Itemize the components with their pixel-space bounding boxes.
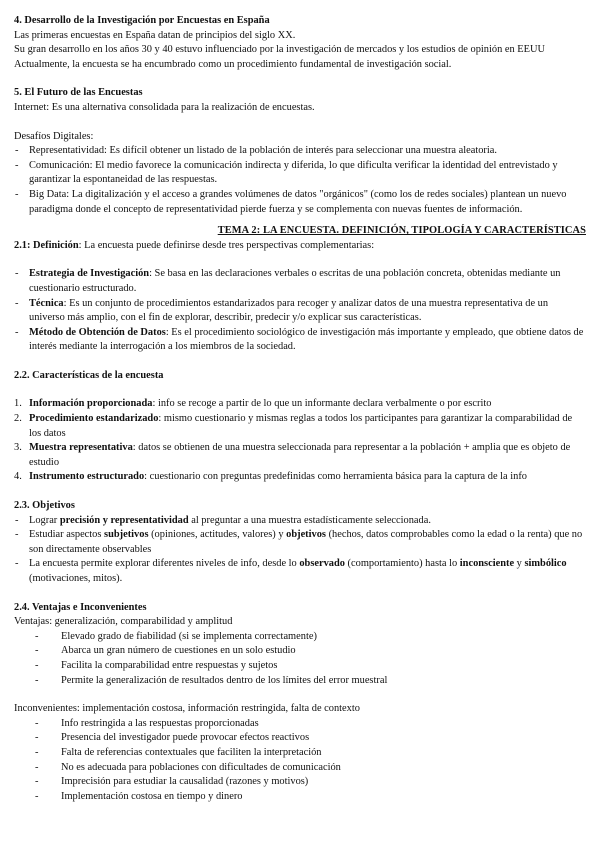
list-item — [14, 326, 586, 355]
definition: : mismo cuestionario y mismas reglas a todos los participantes para garantizar la comparabilidad de los datos — [29, 413, 573, 439]
term: Técnica — [29, 297, 64, 309]
list-item: - Presencia del investigador puede provocar efectos reactivos — [14, 731, 586, 746]
list-item: - Imprecisión para estudiar la causalidad (razones y motivos) — [14, 775, 586, 790]
text-run: La encuesta permite explorar diferentes niveles de info, desde lo — [29, 558, 300, 570]
desafios-list — [14, 144, 586, 217]
paragraph: Actualmente, la encuesta se ha encumbrado como un procedimiento fundamental de investigación social. — [14, 58, 452, 70]
emphasis: objetivos — [286, 529, 326, 541]
text-run: (comportamiento) hasta lo — [344, 558, 460, 570]
definition: : Es un conjunto de procedimientos estandarizados para recoger y analizar datos de una muestra representativa de un universo más amplio, con el fin de explorar, describir, predecir y/o explicar sus características. — [29, 297, 549, 324]
section-2-4-heading: 2.4. Ventajas e Inconvenientes — [14, 601, 147, 613]
emphasis: subjetivos — [104, 529, 149, 541]
paragraph: Las primeras encuestas en España datan de principios del siglo XX. — [14, 29, 296, 41]
definicion-list — [14, 267, 586, 355]
list-item: - Abarca un gran número de cuestiones en un solo estudio — [14, 644, 586, 659]
objetivos-list — [14, 514, 586, 587]
emphasis: precisión y representatividad — [59, 514, 189, 526]
list-item: - Facilita la comparabilidad entre respuestas y sujetos — [14, 659, 586, 674]
list-item — [14, 412, 586, 441]
section-2-2-heading: 2.2. Características de la encuesta — [14, 369, 164, 381]
text-run: Estudiar aspectos — [29, 529, 105, 541]
inconvenientes-list — [14, 717, 586, 805]
list-item — [14, 441, 586, 470]
definition: : Se basa en las declaraciones verbales o escritas de una población concreta, obtenidas mediante un cuestionario estructurado. — [29, 268, 561, 294]
list-item — [14, 470, 586, 485]
term: Procedimiento estandarizado — [29, 413, 159, 425]
text-run: (opiniones, actitudes, valores) y — [148, 529, 287, 541]
definition: : datos se obtienen de una muestra seleccionada para representar a la población + amplia que es objeto de estudio — [29, 442, 571, 468]
item-number: 1. — [14, 398, 22, 410]
list-item: - Falta de referencias contextuales que faciliten la interpretación — [14, 746, 586, 761]
term: Estrategia de Investigación — [29, 268, 150, 280]
section-2-3-heading: 2.3. Objetivos — [14, 500, 75, 512]
section-5-heading: 5. El Futuro de las Encuestas — [14, 87, 143, 99]
list-item — [14, 514, 586, 529]
term: Información proporcionada — [29, 398, 153, 410]
definition: : Es el procedimiento sociológico de investigación más importante y empleado, que obtiene datos de interés mediante la interrogación a los miembros de la sociedad. — [29, 326, 584, 353]
inconvenientes-title: Inconvenientes: implementación costosa, información restringida, falta de contexto — [14, 703, 360, 715]
paragraph: Su gran desarrollo en los años 30 y 40 estuvo influenciado por la investigación de mercados y los estudios de opinión en EEUU — [14, 44, 545, 56]
list-item: - Big Data: La digitalización y el acceso a grandes volúmenes de datos "orgánicos" (como los de redes sociales) plantean un nuevo paradigma donde el concepto de representatividad pierde fuerza y se complementa con nuevas fuentes de información. — [14, 188, 586, 217]
emphasis: simbólico — [524, 558, 567, 570]
tema-2-title: TEMA 2: LA ENCUESTA. DEFINICIÓN, TIPOLOGÍA Y CARACTERÍSTICAS — [217, 225, 586, 237]
list-item: - Implementación costosa en tiempo y dinero — [14, 790, 586, 805]
definicion-text: : La encuesta puede definirse desde tres perspectivas complementarias: — [78, 239, 375, 251]
caracteristicas-list — [14, 397, 586, 485]
list-item: - Comunicación: El medio favorece la comunicación indirecta y diferida, lo que dificulta verificar la identidad del entrevistado y garantizar la espontaneidad de las respuestas. — [14, 159, 586, 188]
item-number: 3. — [14, 442, 22, 454]
emphasis: observado — [299, 558, 345, 570]
ventajas-list — [14, 630, 586, 688]
definition: : cuestionario con preguntas predefinidas como herramienta básica para la captura de la info — [144, 471, 528, 483]
definicion-intro — [14, 239, 586, 254]
term: Instrumento estructurado — [29, 471, 145, 483]
definition: : info se recoge a partir de lo que un informante declara verbalmente o por escrito — [152, 398, 492, 410]
emphasis: inconsciente — [459, 558, 515, 570]
paragraph: Internet: Es una alternativa consolidada para la realización de encuestas. — [14, 101, 315, 113]
item-number: 2. — [14, 413, 22, 425]
text-run: (motivaciones, mitos). — [29, 573, 123, 584]
text-run: y — [514, 558, 525, 570]
definicion-label: 2.1: Definición — [14, 239, 79, 251]
desafios-title: Desafíos Digitales: — [14, 130, 94, 142]
list-item: - Representatividad: Es difícil obtener un listado de la población de interés para seleccionar una muestra aleatoria. — [14, 144, 586, 159]
list-item — [14, 267, 586, 296]
list-item — [14, 557, 586, 586]
list-item: - No es adecuada para poblaciones con dificultades de comunicación — [14, 761, 586, 776]
list-item — [14, 297, 586, 326]
ventajas-title: Ventajas: generalización, comparabilidad y amplitud — [14, 616, 233, 628]
section-4-heading: 4. Desarrollo de la Investigación por Encuestas en España — [14, 15, 270, 26]
list-item: - Permite la generalización de resultados dentro de los límites del error muestral — [14, 674, 586, 689]
text-run: (hechos, datos comprobables como la edad o la renta) que no son directamente observables — [29, 529, 583, 555]
term: Método de Obtención de Datos — [29, 326, 166, 338]
item-number: 4. — [14, 471, 22, 483]
text-run: Lograr — [29, 514, 60, 526]
list-item: - Info restringida a las respuestas proporcionadas — [14, 717, 586, 732]
list-item — [14, 397, 586, 412]
list-item — [14, 528, 586, 557]
list-item: - Elevado grado de fiabilidad (si se implementa correctamente) — [14, 630, 586, 645]
term: Muestra representativa — [29, 442, 133, 454]
text-run: al preguntar a una muestra estadísticamente seleccionada. — [188, 514, 431, 526]
